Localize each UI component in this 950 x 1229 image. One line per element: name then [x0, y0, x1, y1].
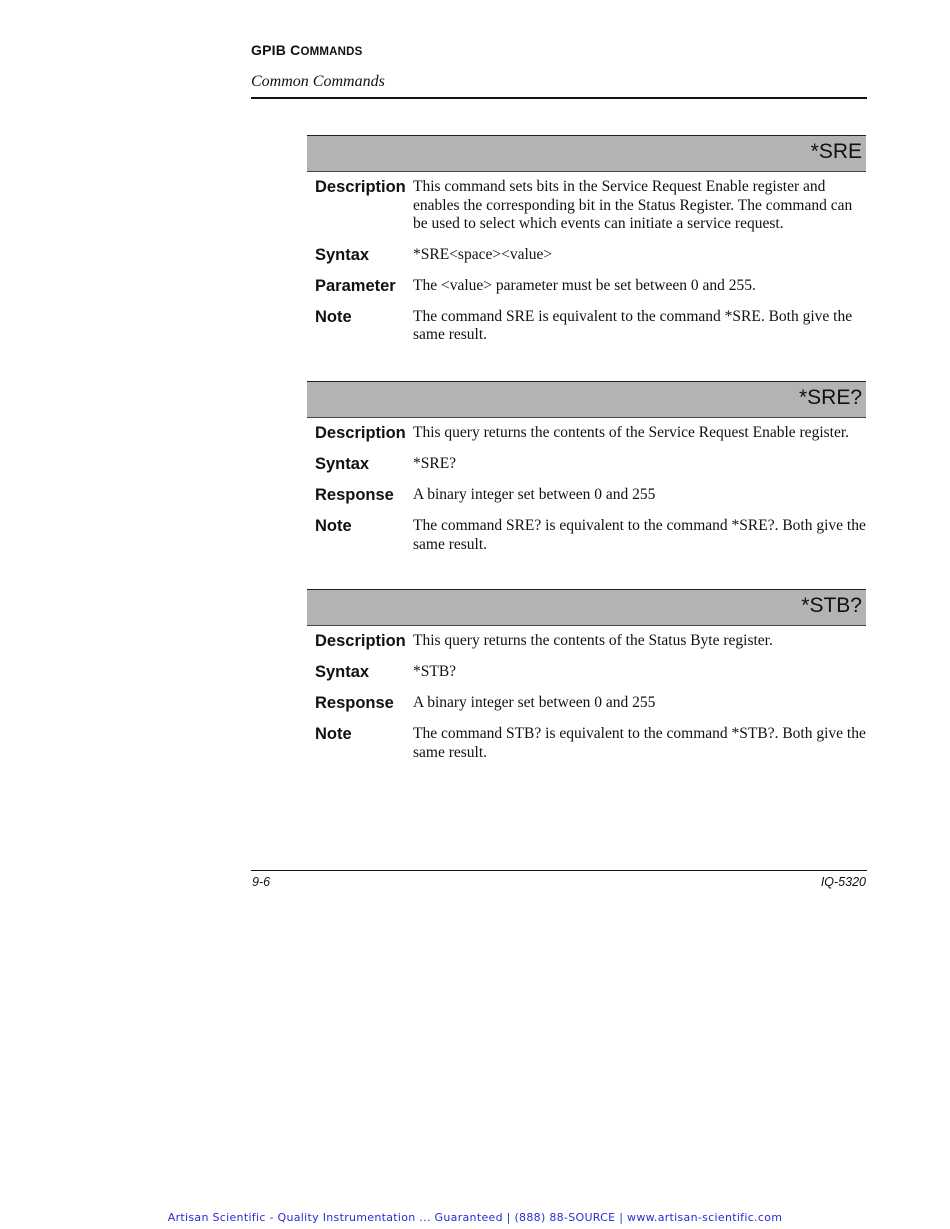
command-row-response: [307, 485, 866, 505]
command-title: *SRE: [810, 140, 862, 163]
command-title-bar: [307, 381, 866, 418]
command-title-bar: [307, 589, 866, 626]
row-label: Syntax: [315, 245, 370, 264]
command-row-note: [307, 307, 866, 345]
command-row-syntax: [307, 454, 866, 474]
row-label: Description: [315, 632, 406, 650]
row-label: Description: [315, 178, 406, 196]
row-label: Note: [315, 307, 352, 326]
row-text: *STB?: [413, 663, 457, 680]
section-heading-rest: OMMANDS: [300, 46, 363, 58]
header-divider: [251, 97, 867, 99]
row-text: This command sets bits in the Service Request Enable register and enables the corresponding bit in the Status Register. The command can be used to select which events can initiate a service request.: [413, 178, 853, 232]
section-heading-initial: GPIB C: [251, 42, 301, 58]
row-label: Note: [315, 725, 352, 743]
command-row-parameter: [307, 276, 866, 296]
row-text: This query returns the contents of the Service Request Enable register.: [413, 424, 850, 441]
row-label: Description: [315, 424, 406, 442]
command-row-description: [307, 423, 866, 443]
row-text: *SRE<space><value>: [413, 245, 553, 263]
command-row-syntax: [307, 662, 866, 682]
command-title: *STB?: [801, 594, 862, 617]
command-block-stb-query: [307, 589, 866, 762]
row-label: Response: [315, 486, 394, 504]
command-row-note: [307, 724, 866, 762]
page-number: 9-6: [252, 875, 271, 889]
command-title-bar: [307, 135, 866, 172]
row-text: The command SRE is equivalent to the command *SRE. Both give the same result.: [413, 307, 853, 343]
row-text: A binary integer set between 0 and 255: [413, 486, 656, 503]
section-heading: [251, 42, 363, 58]
row-label: Parameter: [315, 276, 396, 295]
row-label: Note: [315, 517, 352, 535]
row-text: A binary integer set between 0 and 255: [413, 694, 656, 711]
model-number: IQ-5320: [820, 875, 866, 889]
command-title: *SRE?: [798, 386, 862, 409]
command-row-response: [307, 693, 866, 713]
row-text: The command SRE? is equivalent to the command *SRE?. Both give the same result.: [413, 517, 866, 553]
row-label: Response: [315, 694, 394, 712]
command-row-description: [307, 177, 866, 234]
command-row-note: [307, 516, 866, 554]
row-label: Syntax: [315, 455, 370, 473]
command-row-description: [307, 631, 866, 651]
vendor-watermark-link[interactable]: Artisan Scientific - Quality Instrumentation ... Guaranteed | (888) 88-SOURCE | www.artisan-scientific.com: [167, 1211, 783, 1224]
row-label: Syntax: [315, 663, 370, 681]
subsection-heading: Common Commands: [251, 73, 385, 90]
command-block-sre-query: [307, 381, 866, 554]
row-text: This query returns the contents of the Status Byte register.: [413, 632, 773, 649]
row-text: The <value> parameter must be set between 0 and 255.: [413, 276, 756, 294]
row-text: The command STB? is equivalent to the command *STB?. Both give the same result.: [413, 725, 866, 761]
command-block-sre: [307, 135, 866, 345]
row-text: *SRE?: [413, 455, 457, 472]
footer-divider: [251, 870, 867, 871]
command-row-syntax: [307, 245, 866, 265]
